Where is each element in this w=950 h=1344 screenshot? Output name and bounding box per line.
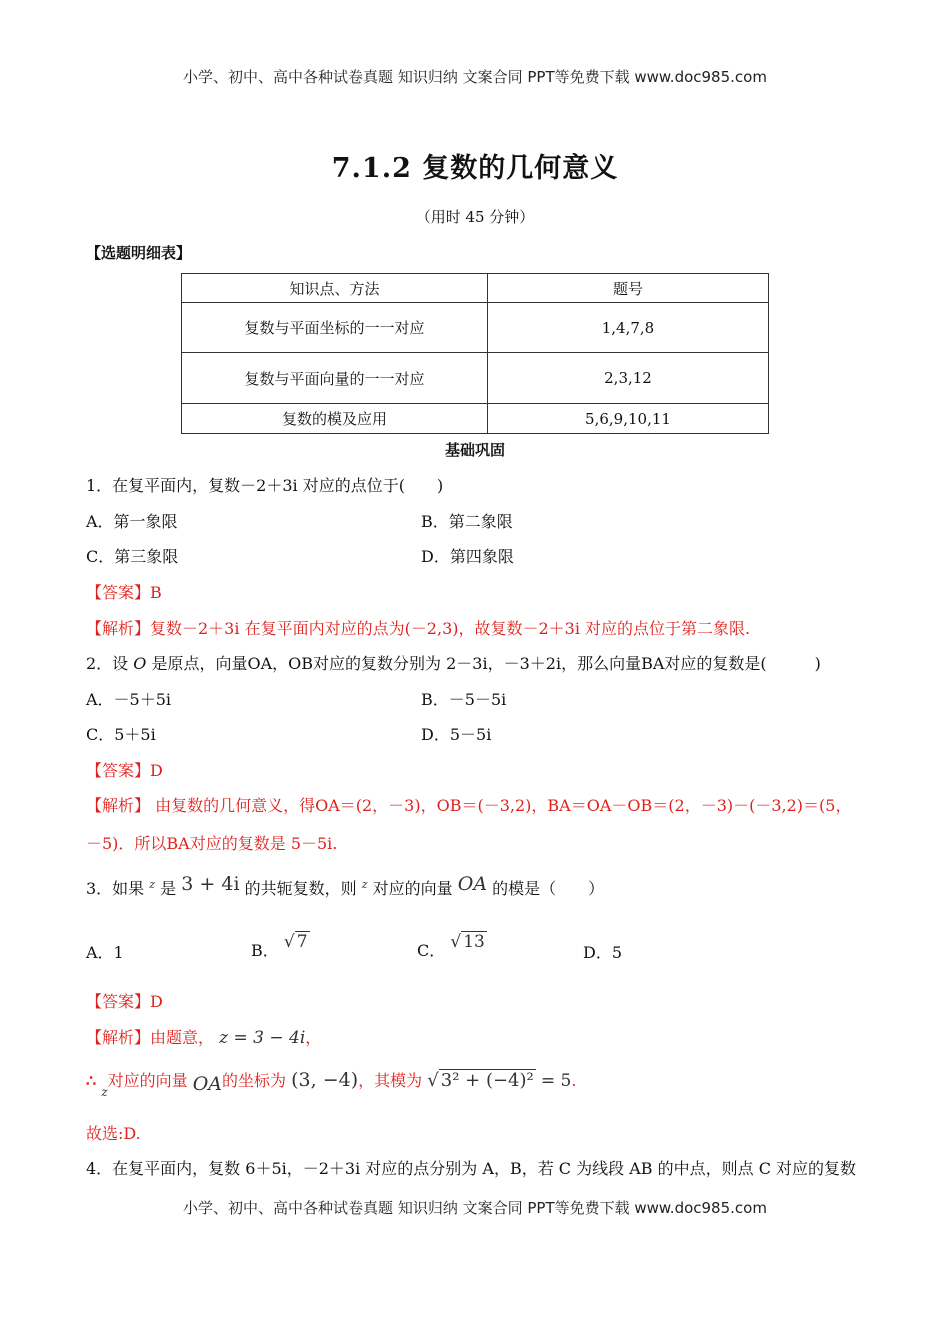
q2-stem-rest: 是原点，向量OA，OB对应的复数分别为 2－3i，－3＋2i，那么向量BA对应的复数是( ) [146,654,821,673]
q2-analysis-line1: 【解析】 由复数的几何意义，得OA＝(2，－3)，OB＝(－3,2)，BA＝OA－OB＝(2，－3)－(－3,2)＝(5， [86,796,852,815]
q3-stem [86,873,604,899]
detail-heading: 【选题明细表】 [86,244,192,262]
q3-option-a: A．1 [86,943,124,962]
q3-stem-part: 对应的向量 [372,879,453,898]
q1-answer: 【答案】B [86,583,162,602]
table-header-cell: 知识点、方法 [182,274,488,303]
q3-analysis-eq: z = 3 − 4i [219,1028,306,1048]
q3-option-c-label: C． [417,941,446,960]
q3-mod-inner: 3² + (−4)² [440,1070,534,1091]
table-cell: 复数与平面坐标的一一对应 [182,303,488,353]
table-cell: 1,4,7,8 [488,303,769,353]
topic-table [181,273,769,434]
q3-mod-result: = 5 [540,1071,572,1091]
q2-option-a: A．－5＋5i [86,690,172,709]
q3-stem-part: 是 [160,879,177,898]
page-footer: 小学、初中、高中各种试卷真题 知识归纳 文案合同 PPT等免费下载 www.doc985.com [183,1199,767,1217]
q2-option-d: D．5－5i [421,725,492,744]
q3-analysis-line1 [86,1025,321,1048]
q2-stem-o: O [133,654,147,673]
table-row [182,303,769,353]
q3-vec: OA [192,1073,223,1095]
q2-stem [86,651,821,674]
q1-option-c: C．第三象限 [86,547,179,566]
q1-option-a: A．第一象限 [86,512,178,531]
q3-stem-part: 3．如果 [86,879,145,898]
q3-analysis-label: 【解析】 [86,1028,151,1047]
q3-stem-part: 的模是（ ） [492,879,605,898]
q3-vec: OA [457,873,488,895]
q3-z: z [101,1085,108,1099]
q3-analysis-comma: ， [305,1028,322,1047]
table-header-cell: 题号 [488,274,769,303]
q1-option-d: D．第四象限 [421,547,514,566]
table-cell: 5,6,9,10,11 [488,404,769,434]
therefore-symbol: ∴ [86,1071,97,1090]
q1-stem: 1．在复平面内，复数－2＋3i 对应的点位于( ) [86,476,444,495]
q3-choice: 故选:D. [86,1124,141,1143]
q1-option-b: B．第二象限 [421,512,513,531]
section-heading: 基础巩固 [444,441,505,459]
table-row [182,404,769,434]
sqrt-symbol: √ 7 [283,932,308,952]
q3-analysis-text: 的坐标为 [222,1071,287,1090]
q2-answer: 【答案】D [86,761,163,780]
q3-option-b-radicand: 7 [296,932,308,952]
q3-coord: (3, −4) [291,1069,359,1091]
page-header: 小学、初中、高中各种试卷真题 知识归纳 文案合同 PPT等免费下载 www.doc985.com [183,68,767,86]
sqrt-symbol: √ 3² + (−4)² [427,1070,534,1091]
table-header-row [182,274,769,303]
q3-option-d: D．5 [583,943,623,962]
q3-analysis-line2 [86,1068,576,1099]
table-cell: 2,3,12 [488,353,769,404]
q3-answer: 【答案】D [86,992,163,1011]
q2-stem-prefix: 2．设 [86,654,134,673]
q3-stem-part: 的共轭复数，则 [244,879,357,898]
q2-option-b: B．－5－5i [421,690,507,709]
q3-option-c [417,931,487,961]
q3-option-c-radicand: 13 [463,932,485,952]
q1-analysis: 【解析】复数－2＋3i 在复平面内对应的点为(－2,3)，故复数－2＋3i 对应的点位于第二象限. [86,619,751,638]
page-title: 7.1.2 复数的几何意义 [331,153,619,184]
table-cell: 复数的模及应用 [182,404,488,434]
q3-z: z [149,878,156,891]
q3-analysis-text: 由题意， [150,1028,215,1047]
q2-analysis-line2: －5)．所以BA对应的复数是 5－5i. [86,834,338,853]
q3-analysis-text: ，其模为 [358,1071,423,1090]
q3-z: z [361,878,368,891]
q3-option-b-label: B． [251,941,279,960]
table-cell: 复数与平面向量的一一对应 [182,353,488,404]
q3-analysis-text: 对应的向量 [107,1071,188,1090]
q3-option-b [251,931,310,961]
q4-stem: 4．在复平面内，复数 6＋5i，－2＋3i 对应的点分别为 A，B，若 C 为线段 AB 的中点，则点 C 对应的复数 [86,1159,857,1178]
time-note: （用时 45 分钟） [415,208,535,226]
q3-expr: 3 + 4i [181,873,240,895]
q3-period: . [571,1071,577,1090]
table-row [182,353,769,404]
q2-option-c: C．5＋5i [86,725,156,744]
sqrt-symbol: √ 13 [450,932,485,952]
